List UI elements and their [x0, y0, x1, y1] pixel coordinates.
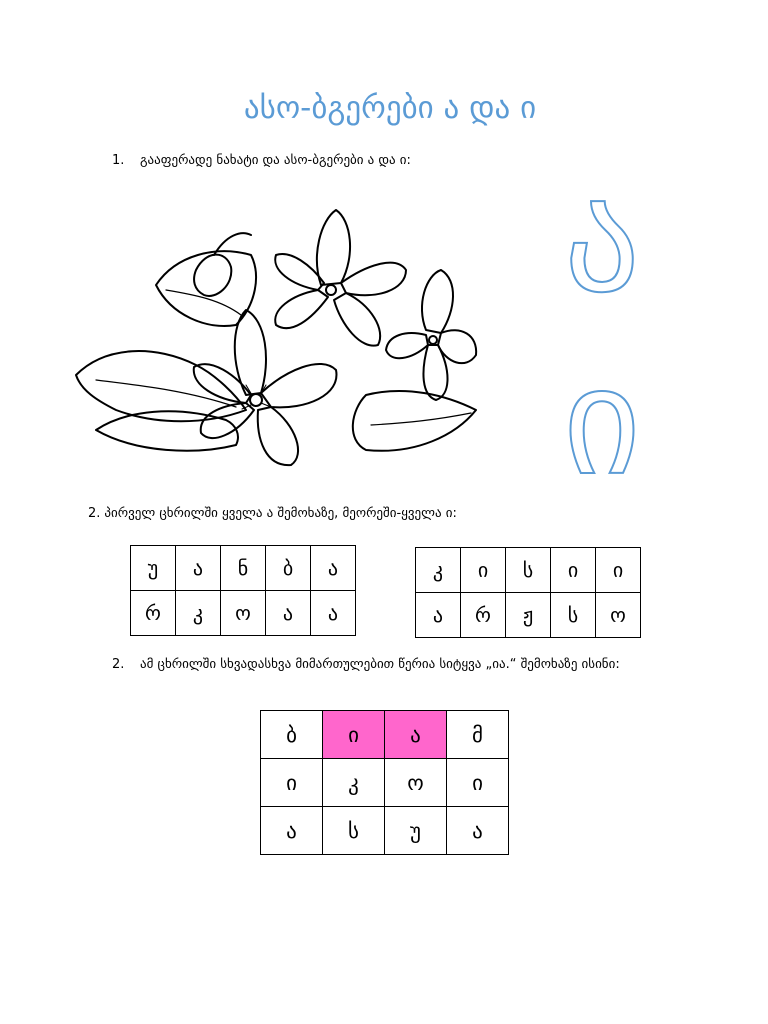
grid-cell[interactable]: კ — [176, 591, 221, 636]
task-1-text: გააფერადე ნახატი და ასო-ბგერები ა და ი: — [140, 153, 411, 168]
worksheet-title: ასო-ბგერები ა და ი — [243, 90, 537, 126]
outlined-letter-a — [532, 172, 672, 327]
task-3-number: 2. — [112, 657, 125, 672]
grid-row — [261, 711, 509, 759]
grid-cell-highlighted[interactable]: ა — [385, 711, 447, 759]
task-3-instruction — [112, 656, 620, 674]
task-2-text: პირველ ცხრილში ყველა ა შემოხაზე, მეორეში-ყველა ი: — [104, 506, 457, 521]
grid-cell[interactable]: ი — [261, 759, 323, 807]
grid-cell[interactable]: ა — [311, 546, 356, 591]
grid-cell[interactable]: ა — [176, 546, 221, 591]
grid-cell[interactable]: ო — [596, 593, 641, 638]
task-3-text: ამ ცხრილში სხვადასხვა მიმართულებით წერია სიტყვა „ია.“ შემოხაზე ისინი: — [140, 657, 620, 672]
grid-row — [131, 591, 356, 636]
grid-row — [261, 807, 509, 855]
grid-cell[interactable]: უ — [131, 546, 176, 591]
grid-row — [261, 759, 509, 807]
outlined-letter-a-glyph: ა — [563, 172, 641, 326]
grid-cell[interactable]: ბ — [261, 711, 323, 759]
grid-cell[interactable]: ი — [596, 548, 641, 593]
grid-row — [416, 548, 641, 593]
grid-cell[interactable]: ჟ — [506, 593, 551, 638]
letter-grid-2 — [415, 547, 641, 638]
grid-cell[interactable]: ა — [266, 591, 311, 636]
grid-cell[interactable]: ს — [506, 548, 551, 593]
task-1-number: 1. — [112, 153, 125, 168]
grid-cell[interactable]: ს — [551, 593, 596, 638]
letter-grid-1 — [130, 545, 356, 636]
grid-cell[interactable]: კ — [416, 548, 461, 593]
task-2-instruction — [88, 505, 457, 523]
grid-cell[interactable]: ო — [385, 759, 447, 807]
grid-cell[interactable]: ნ — [221, 546, 266, 591]
word-search-grid — [260, 710, 509, 855]
outlined-letter-i-glyph: ი — [563, 348, 641, 503]
grid-cell[interactable]: ა — [416, 593, 461, 638]
grid-row — [416, 593, 641, 638]
grid-cell[interactable]: ა — [311, 591, 356, 636]
grid-cell[interactable]: ბ — [266, 546, 311, 591]
grid-cell[interactable]: ა — [261, 807, 323, 855]
violet-flowers-coloring-image — [66, 195, 486, 475]
grid-cell[interactable]: მ — [447, 711, 509, 759]
grid-cell[interactable]: ს — [323, 807, 385, 855]
grid-cell[interactable]: კ — [323, 759, 385, 807]
grid-cell-highlighted[interactable]: ი — [323, 711, 385, 759]
grid-cell[interactable]: ი — [461, 548, 506, 593]
grid-cell[interactable]: ი — [551, 548, 596, 593]
task-1-instruction — [112, 152, 411, 170]
grid-cell[interactable]: რ — [461, 593, 506, 638]
task-2-number: 2. — [88, 506, 101, 521]
grid-cell[interactable]: ი — [447, 759, 509, 807]
outlined-letter-i — [532, 348, 672, 503]
grid-cell[interactable]: რ — [131, 591, 176, 636]
grid-cell[interactable]: ა — [447, 807, 509, 855]
grid-cell[interactable]: უ — [385, 807, 447, 855]
grid-cell[interactable]: ო — [221, 591, 266, 636]
grid-row — [131, 546, 356, 591]
